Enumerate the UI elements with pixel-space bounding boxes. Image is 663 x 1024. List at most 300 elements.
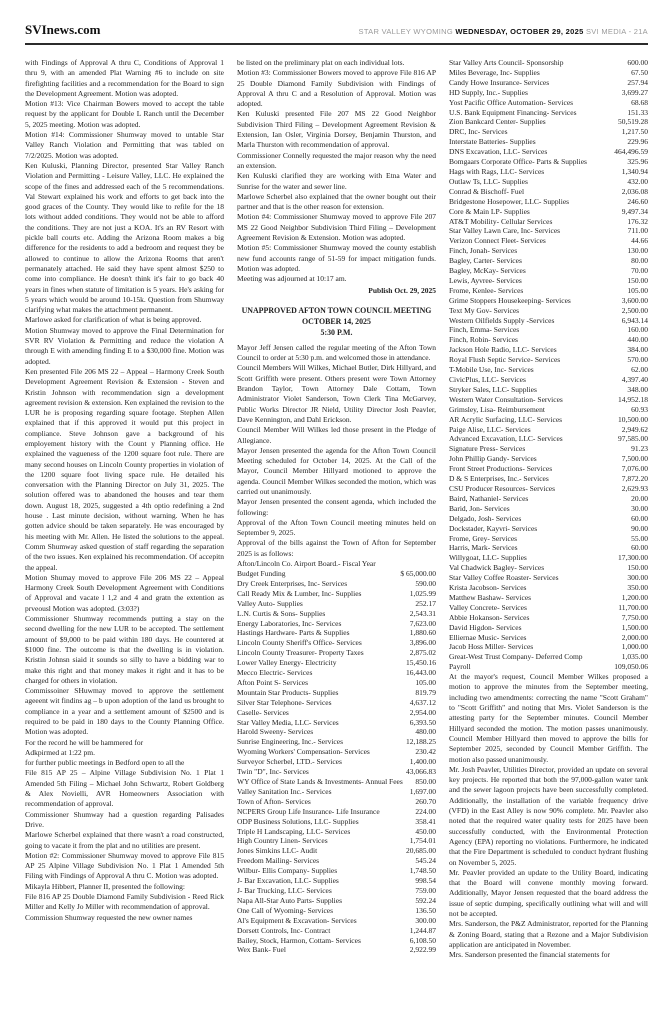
bill-row [449, 365, 648, 375]
bill-row [449, 593, 648, 603]
paragraph: At the mayor's request, Council Member Wilkes proposed a motion to approve the minutes from the September meeting, including two amendments: correcting the name "Scott Graham" to "Scott Griffith" and noting that Mrs. Violet Sanderson is the attesting party for the September minutes. Council Member Hillyard seconded the motion. The motion passes unanimously. Council Member Hillyard then moved to approve the bills for September 2025, seconded by Council Member Griffith. The motion also passed unanimously. [449, 672, 648, 764]
bill-name: Delgado, Josh- Services [449, 513, 522, 523]
bill-name: Miles Beverage, Inc- Supplies [449, 67, 540, 77]
bill-row [449, 98, 648, 108]
paragraph: Mayor Jensen presented the consent agenda, which included the following: [237, 497, 436, 517]
bill-row [449, 335, 648, 345]
bill-row [237, 619, 436, 629]
masthead-info [359, 27, 648, 36]
bill-name: Signature Press- Services [449, 444, 526, 454]
bill-name: CSU Producer Resources- Services [449, 483, 556, 493]
bill-amount: 246.60 [627, 196, 648, 206]
bill-amount: 60.93 [631, 404, 648, 414]
bill-row [449, 276, 648, 286]
paragraph: Motion #4: Commissioner Shumway moved to approve File 207 MS 22 Good Neighbor Subdivision Third Filing – Development Agreement Revision & Extension. Motion was adopted. [237, 212, 436, 243]
bill-name: Lower Valley Energy- Electricity [237, 658, 337, 668]
bill-row [449, 137, 648, 147]
bill-name: Jacob Hoss Miller- Services [449, 642, 534, 652]
bill-name: Finch, Jonah- Services [449, 246, 518, 256]
bill-amount: 7,500.00 [621, 454, 648, 464]
bill-row [449, 355, 648, 365]
bill-name: J- Bar Trucking, LLC- Services [237, 885, 332, 895]
bill-amount: 10,500.00 [618, 414, 648, 424]
bill-row [237, 599, 436, 609]
bill-amount: 3,699.27 [621, 87, 648, 97]
bill-row [237, 668, 436, 678]
paragraph: Approval of the bills against the Town of Afton for September 2025 is as follows: [237, 538, 436, 558]
paragraph: Commissioner Connelly requested the major reason why the need an extension. [237, 150, 436, 170]
bill-name: Willygoat, LLC- Supplies [449, 553, 527, 563]
bill-amount: 2,949.62 [621, 424, 648, 434]
bill-row [237, 628, 436, 638]
bill-row [237, 727, 436, 737]
bill-amount: 4,397.40 [621, 375, 648, 384]
bill-name: Bridgestone Hosepower, LLC- Supplies [449, 196, 570, 206]
bill-name: Barid, Jon- Services [449, 503, 510, 513]
bill-row [449, 325, 648, 335]
bill-row [449, 613, 648, 623]
bill-row [449, 306, 648, 316]
bill-name: Abbie Hokanson- Services [449, 612, 530, 622]
bill-name: Al's Equipment & Excavation- Services [237, 915, 357, 925]
bill-amount: 3,896.00 [409, 638, 436, 648]
paragraph: Motion #2: Commissioner Shumway moved to approve File 815 AP 25 Alpine Village Subdivision No. 1 Plat 1 Amended 5th Filing with Findings of Approval A thru C. Motion was adopted. [25, 850, 224, 881]
bill-row [449, 78, 648, 88]
bill-row [237, 708, 436, 718]
bill-row [449, 395, 648, 405]
bill-amount: 1,697.00 [409, 786, 436, 796]
bill-amount: 7,076.00 [621, 464, 648, 474]
bill-name: Hags with Rags, LLC- Services [449, 166, 545, 176]
bill-name: Afton Point S- Services [237, 677, 309, 687]
bill-name: Lincoln County Sheriff's Office- Services [237, 638, 362, 648]
bill-row [449, 454, 648, 464]
bill-name: Lewis, Ayvree- Services [449, 275, 522, 285]
bill-row [449, 514, 648, 524]
bill-amount: 590.00 [415, 578, 436, 588]
bill-row [237, 787, 436, 797]
bill-row [237, 648, 436, 658]
bill-amount: 1,000.00 [621, 642, 648, 652]
bill-name: L.N. Curtis & Sons- Supplies [237, 608, 326, 618]
bill-amount: 257.94 [627, 77, 648, 87]
bill-name: Star Valley Coffee Roaster- Services [449, 573, 559, 583]
bill-list [237, 559, 436, 955]
bill-row [449, 117, 648, 127]
bill-row [237, 609, 436, 619]
bill-name: HD Supply, Inc.- Supplies [449, 87, 528, 97]
bill-name: AR Acrylic Surfacing, LLC- Services [449, 414, 563, 424]
bill-row [449, 207, 648, 217]
paragraph: Ken Kuluski presented File 207 MS 22 Good Neighbor Subdivision Third Filing – Development Agreement Revision & Extension, Ian Osler, Virginia Dorsey, Benjamin Thurston, and Marla Thurston with recommendation of approval. [237, 109, 436, 150]
bill-row [237, 916, 436, 926]
paragraph: Motion #14: Commissioner Shumway moved to untable Star Valley Ranch Violation and Permitting that was tabled on 7/2/2025. Motion was adopted. [25, 130, 224, 160]
bill-name: Hastings Hardware- Parts & Supplies [237, 628, 350, 638]
bill-amount: 70.00 [631, 266, 648, 276]
bill-row [237, 589, 436, 599]
bill-amount: 998.54 [415, 876, 436, 886]
bill-list-continued [449, 58, 648, 672]
bill-row [449, 405, 648, 415]
paragraph: Approval of the Afton Town Council meeting minutes held on September 9, 2025. [237, 517, 436, 538]
bill-name: Interstate Batteries- Supplies [449, 137, 536, 147]
paragraph: File 816 AP 25 Double Diamond Family Subdivision - Reed Rick Miller and Kelly Jo Miller with recommendation of approval. [25, 892, 224, 912]
bill-row [449, 553, 648, 563]
bill-row [237, 866, 436, 876]
column-2-top-paragraphs [237, 58, 436, 285]
bill-name: DNS Excavation, LLC- Services [449, 147, 548, 157]
paragraph: Mayor Jeff Jensen called the regular meeting of the Afton Town Council to order at 5:30 p.m. and welcomed those in attendance. [237, 342, 436, 363]
bill-row [449, 603, 648, 613]
column-3 [449, 58, 648, 961]
bill-name: Baird, Nathaniel- Services [449, 493, 529, 503]
bill-amount: 2,036.08 [621, 186, 648, 196]
bill-amount: $ 65,000.00 [400, 568, 436, 578]
paragraph: Commissioner Shumway had a question regarding Palisades Drive. [25, 809, 224, 829]
bill-name: John Phillip Gandy- Services [449, 454, 537, 464]
paragraph: File 815 AP 25 – Alpine Village Subdivision No. 1 Plat 1 Amended 5th Filing – Michael John Schwartz, Robert Goldberg & Alex Novielli, AVR Homeowners Association with recommendation of approval. [25, 768, 224, 809]
bill-amount: 819.79 [415, 687, 436, 697]
bill-amount: 105.00 [627, 285, 648, 295]
bill-row [449, 444, 648, 454]
bill-row [449, 147, 648, 157]
bill-name: Harris, Mark- Services [449, 543, 518, 553]
bill-name: Elliernae Music- Services [449, 632, 527, 642]
bill-amount: 60.00 [631, 543, 648, 553]
bill-amount: 348.00 [627, 384, 648, 394]
bill-amount: 1,340.94 [621, 166, 648, 176]
bill-name: Great-West Trust Company- Deferred Comp [449, 652, 583, 662]
bill-row [237, 836, 436, 846]
bill-amount: 545.24 [415, 856, 436, 866]
bill-name: Star Valley Arts Council- Sponsorship [449, 58, 564, 67]
bill-row [449, 415, 648, 425]
bill-amount: 12,188.25 [406, 737, 436, 747]
bill-row [237, 896, 436, 906]
bill-name: Core & Main LP- Supplies [449, 206, 530, 216]
bill-amount: 1,500.00 [621, 622, 648, 632]
bill-row [449, 543, 648, 553]
paragraph: Ken Kuluski, Planning Director, presented Star Valley Ranch Violation and Permitting - Leisure Valley, LLC. He explained the scope of the fines and addressed each of the 5 recommendations. Val Stewart explained his work and efforts to get back into the good graces of the County. They would like to refile for the 18 lots without added conditions. They would not be able to afford the conditions. They are not just a KOA. It's an RV Resort with pickle ball courts etc. Adding the Arizona Room makes a big difference for the residents to add a bedroom and request they be allowed to continue to allow the Arizona Rooms that aren't permanately attached. He said they have spent almost $250 to come into compliance. He doesn't think it's fair to go back 40 years in fines when statute of limitation is 5 years. He's asking for 5 years which would be around 10-15k. Question from Shumway clarifying what makes the attachment permanent. [25, 160, 224, 315]
paragraph: Ken presented File 206 MS 22 – Appeal – Harmony Creek South Development Agreement Revision & Extension - Steven and Kristin Johnson with recommendation sign a development agreement revision & extension. Ken explained the revision to the LUR he is proposing regarding square footage. Stephen Allen explained that if this approved it would put this project in compliance. Steve Johnson gave a background of his employement history with the Count y Planning office. He explained the vagueness of the 1200 square foot rule. There are many second houses on Lincoln County properties in violation of the 1200 square foot living space rule. He detailed his conversation with the Planning Director on July 31, 2025. The solution offered was to abandoned the houses and tear them down. August 18, 2025, suggested a 4th optio redefining a 2nd house . Last minute decision, without warning. When he has gotten advice should be taken separately. He was encouraged by his meeting with Mr. Allen. He listed the solutions to the appeal. Comm Shumway asked question of staff regarding the separation of the two issues. Ken explained his recommendation. Of accepitn the appeal. [25, 366, 224, 572]
bill-amount: 2,875.02 [409, 648, 436, 658]
paragraph: Mrs. Sanderson presented the financial statements for [449, 950, 610, 960]
bill-row [237, 876, 436, 886]
bill-amount: 44.66 [631, 236, 648, 246]
bill-amount: 300.00 [415, 915, 436, 925]
bill-amount: 2,543.31 [409, 608, 436, 618]
bill-amount: 7,750.00 [621, 612, 648, 622]
bill-amount: 1,217.50 [621, 127, 648, 137]
bill-amount: 1,035.00 [621, 652, 648, 662]
bill-amount: 6,943.14 [621, 315, 648, 325]
bill-name: Star Valley Media, LLC- Services [237, 717, 339, 727]
bill-name: WY Office of State Lands & Investments- Annual Fees [237, 777, 403, 786]
bill-amount: 16,443.00 [406, 668, 436, 678]
bill-row [449, 296, 648, 306]
bill-amount: 252.17 [415, 598, 436, 608]
bill-row [237, 757, 436, 767]
bill-row [449, 187, 648, 197]
bill-name: D & S Enterprises, Inc.- Services [449, 474, 549, 484]
bill-name: AT&T Mobility- Cellular Services [449, 216, 553, 226]
bill-row [237, 658, 436, 668]
bill-amount: 384.00 [627, 345, 648, 355]
section-heading-line3: 5:30 P.M. [320, 327, 353, 337]
bill-name: Payroll [449, 662, 471, 672]
bill-row [237, 945, 436, 955]
bill-amount: 9,497.34 [621, 206, 648, 216]
bill-amount: 97,585.00 [618, 434, 648, 444]
bill-row [237, 579, 436, 589]
bill-amount: 1,025.99 [409, 588, 436, 598]
bill-name: Bagley, Carter- Services [449, 256, 522, 266]
bill-name: Candy Howe Insurance- Services [449, 77, 550, 87]
bill-row [449, 623, 648, 633]
bill-row [449, 286, 648, 296]
masthead-date: WEDNESDAY, OCTOBER 29, 2025 [455, 27, 584, 36]
bill-name: Jackson Hole Radio, LLC- Services [449, 345, 557, 355]
bill-row [449, 474, 648, 484]
paragraph: Meeting was adjourned at 10:17 am. [237, 274, 347, 284]
paragraph: Mr. Peavler provided an update to the Utility Board, indicating that the Board will convene monthly moving forward. Additionally, Mayor Jensen requested that the board address the issue of septic dumping, specifically outlining what will and will not be accepted. [449, 867, 648, 919]
bill-amount: 130.00 [627, 246, 648, 256]
bill-name: Text My Gov- Services [449, 305, 520, 315]
bill-row [449, 88, 648, 98]
bill-name: Krista Jacobson- Services [449, 583, 527, 593]
bill-name: Matthew Bashaw- Services [449, 592, 532, 602]
bill-amount: 90.00 [631, 523, 648, 533]
bill-name: Grimsley, Lisa- Reimbursement [449, 404, 545, 414]
bill-amount: 60.00 [631, 513, 648, 523]
paragraph: Council Member Will Wilkes led those present in the Pledge of Allegiance. [237, 425, 436, 445]
bill-name: DRC, Inc- Services [449, 127, 508, 137]
bill-row [449, 197, 648, 207]
bill-row [237, 817, 436, 827]
bill-row [449, 662, 648, 672]
paragraph: Motion Shumway moved to approve the Final Determination for SVR RV Violation & Permitting and reduce the violation A through E with amending finding E to a $30,000 fine. Motion was adopted. [25, 325, 224, 366]
bill-row [449, 534, 648, 544]
bill-name: Energy Laboratories, Inc- Services [237, 618, 342, 628]
bill-amount: 150.00 [627, 563, 648, 573]
bill-row [449, 425, 648, 435]
masthead-location: STAR VALLEY WYOMING [358, 27, 454, 36]
bill-row [449, 226, 648, 236]
bill-amount: 55.00 [631, 533, 648, 543]
bill-amount: 2,000.00 [621, 632, 648, 642]
paragraph: Marlowe Scherbel explained that there wasn't a road constructed, going to vacate it from the plat and no utilities are present. [25, 830, 224, 850]
bill-amount: 2,629.93 [621, 483, 648, 493]
bill-row [237, 856, 436, 866]
paragraph: Commissoiner SHuwmay moved to approve the settlement ageeent wit findins ag – b upon adoption of the land us brought to compliance in a year and a settlement amount of $2500 and is required to be paid in 180 days to the County Planning Office. Motion was adopted. [25, 686, 224, 737]
bill-row [449, 494, 648, 504]
bill-amount: 50,519.28 [618, 117, 648, 127]
bill-name: Mecco Electric- Services [237, 668, 313, 678]
bill-amount: 30.00 [631, 503, 648, 513]
bill-amount: 229.96 [627, 137, 648, 147]
bill-amount: 151.33 [627, 107, 648, 117]
bill-name: Stryker Sales, LLC- Supplies [449, 384, 537, 394]
bill-name: Frome, Grey- Services [449, 533, 518, 543]
bill-amount: 1,200.00 [621, 592, 648, 602]
bill-row [237, 767, 436, 777]
bill-amount: 6,108.50 [409, 935, 436, 945]
section-heading-line2: OCTOBER 14, 2025 [302, 316, 371, 326]
bill-name: J- Bar Excavation, LLC- Supplies [237, 876, 339, 886]
bill-row [237, 906, 436, 916]
bill-row [449, 316, 648, 326]
bill-row [237, 846, 436, 856]
bill-name: Finch, Robin- Services [449, 335, 518, 345]
paragraph: Mikayla Hibbert, Planner II, presented the following: [25, 881, 185, 891]
paragraph: be listed on the preliminary plat on each individual lots. [237, 58, 405, 67]
bill-amount: 68.68 [631, 97, 648, 107]
bill-amount: 136.50 [415, 905, 436, 915]
bill-amount: 2,922.99 [409, 945, 436, 955]
bill-amount: 260.70 [415, 796, 436, 806]
bill-name: Wyoming Workers' Compensation- Services [237, 747, 370, 757]
bill-row [449, 563, 648, 573]
bill-amount: 570.00 [627, 355, 648, 365]
bill-name: Wilbur- Ellis Company- Supplies [237, 866, 338, 876]
bill-amount: 350.00 [627, 583, 648, 593]
bill-name: Paige Alise, LLC- Services [449, 424, 531, 434]
bill-row [449, 642, 648, 652]
bill-name: High Country Linen- Services [237, 836, 328, 846]
bill-row [449, 504, 648, 514]
bill-row [449, 236, 648, 246]
article-columns [25, 58, 648, 961]
bill-row [237, 737, 436, 747]
bill-amount: 432.00 [627, 176, 648, 186]
bill-name: Yost Pacific Office Automation- Services [449, 97, 574, 107]
bill-amount: 11,700.00 [618, 602, 648, 612]
bill-amount: 2,954.00 [409, 707, 436, 717]
bill-row [237, 827, 436, 837]
bill-amount: 7,872.20 [621, 474, 648, 484]
bill-row [237, 638, 436, 648]
bill-amount: 15,450.16 [406, 658, 436, 668]
bill-name: Lincoln County Treasurer- Property Taxes [237, 648, 364, 658]
bill-name: Afton/Lincoln Co. Airport Board.- Fiscal Year Budget Funding [237, 559, 376, 578]
bill-row [237, 559, 436, 579]
bill-amount: 1,880.60 [409, 628, 436, 638]
bill-amount: 450.00 [415, 826, 436, 836]
bill-name: Valley Auto- Supplies [237, 598, 303, 608]
bill-amount: 17,300.00 [618, 553, 648, 563]
paragraph: For the record he will be hammered for [25, 737, 144, 747]
bill-row [237, 747, 436, 757]
bill-amount: 325.96 [627, 157, 648, 167]
paragraph: for further public meetings in Bedford open to all the [25, 758, 185, 768]
bill-amount: 105.00 [415, 677, 436, 687]
bill-row [449, 524, 648, 534]
bill-row [449, 108, 648, 118]
bill-row [449, 385, 648, 395]
bill-row [237, 886, 436, 896]
bill-name: Bagley, McKay- Services [449, 266, 526, 276]
bill-name: Star Valley Lawn Care, Inc- Services [449, 226, 561, 236]
bill-amount: 91.23 [631, 444, 648, 454]
bill-row [449, 217, 648, 227]
bill-row [237, 698, 436, 708]
paragraph: Council Members Will Wilkes, Michael Butler, Dirk Hillyard, and Scott Griffith were present. Others present were Town Attorney Brandon Taylor, Town Attorney Dale Cottam, Town Administrator Violet Sanderson, Town Clerk Tina McGarvey, Public Works Director JR Nield, Utility Director Josh Peavler, Dave Kennington, and Dahl Erickson. [237, 363, 436, 424]
paragraph: with Findings of Approval A thru C, Conditions of Approval 1 thru 9, with an amended Plat Warning #6 to include on site firefighting facilities and a recommendation for the Board to sign the Development Agreement. Motion was adopted. [25, 58, 224, 98]
bill-amount: 2,500.00 [621, 305, 648, 315]
bill-name: Frome, Kenlee- Services [449, 285, 524, 295]
bill-amount: 109,050.06 [614, 662, 648, 672]
bill-row [449, 375, 648, 385]
bill-row [449, 434, 648, 444]
bill-amount: 480.00 [415, 727, 436, 737]
bill-amount: 1,244.87 [409, 925, 436, 935]
bill-row [237, 688, 436, 698]
bill-name: Town of Afton- Services [237, 796, 311, 806]
bill-amount: 20,685.00 [406, 846, 436, 856]
bill-name: Sunrise Engineering, Inc.- Services [237, 737, 344, 747]
bill-row [237, 936, 436, 946]
bill-amount: 14,952.18 [618, 394, 648, 404]
bill-amount: 300.00 [627, 573, 648, 583]
paragraph: Motion #5: Commissioner Shumway moved the county establish new fund accounts range of 51-59 for impact mitigation funds. Motion was adopted. [237, 243, 436, 273]
bill-name: One Call of Wyoming- Services [237, 905, 334, 915]
bill-amount: 20.00 [631, 493, 648, 503]
bill-name: Call Ready Mix & Lumber, Inc- Supplies [237, 588, 362, 598]
bill-row [449, 58, 648, 68]
paragraph: Commission Shumway requested the new owner names [25, 912, 193, 922]
bill-row [449, 345, 648, 355]
publish-line: Publish Oct. 29, 2025 [368, 285, 436, 295]
bill-name: Royal Flush Septic Service- Services [449, 355, 561, 365]
bill-name: NCPERS Group Life Insurance- Life Insurance [237, 806, 380, 816]
bill-row [449, 484, 648, 494]
bill-name: Napa All-Star Auto Parts- Supplies [237, 895, 342, 905]
bill-amount: 1,400.00 [409, 757, 436, 767]
bill-amount: 358.41 [415, 816, 436, 826]
bill-amount: 850.00 [415, 777, 436, 786]
bill-row [449, 464, 648, 474]
bill-name: U.S. Bank Equipment Financing- Services [449, 107, 577, 117]
bill-amount: 600.00 [627, 58, 648, 67]
bill-row [449, 633, 648, 643]
masthead [25, 22, 648, 45]
bill-name: Outlaw Ts, LLC- Supplies [449, 176, 528, 186]
bill-amount: 592.24 [415, 895, 436, 905]
bill-name: Freedom Mailing- Services [237, 856, 320, 866]
column-2-mid-paragraphs [237, 343, 436, 559]
column-3-paragraphs [449, 672, 648, 960]
bill-row [449, 167, 648, 177]
bill-row [449, 157, 648, 167]
bill-amount: 6,393.50 [409, 717, 436, 727]
paragraph: Marlowe Scherbel also explained that the owner bought out their partner and that is the other reason for extension. [237, 191, 436, 212]
bill-amount: 4,637.12 [409, 697, 436, 707]
bill-name: Dry Creek Enterprises, Inc- Services [237, 578, 348, 588]
bill-row [449, 177, 648, 187]
bill-name: Val Chadwick Bagley- Services [449, 563, 545, 573]
site-name: SVInews.com [25, 22, 101, 37]
bill-name: Triple H Landscaping, LLC- Services [237, 826, 351, 836]
bill-amount: 67.50 [631, 67, 648, 77]
bill-row [449, 127, 648, 137]
bill-amount: 43,066.83 [406, 767, 436, 777]
bill-row [449, 266, 648, 276]
bill-name: Grime Stoppers Housekeeping- Services [449, 295, 571, 305]
bill-name: Bomgaars Corporate Office- Parts & Supplies [449, 157, 587, 167]
bill-amount: 160.00 [627, 325, 648, 335]
bill-row [449, 68, 648, 78]
bill-name: Wex Bank- Fuel [237, 945, 286, 955]
